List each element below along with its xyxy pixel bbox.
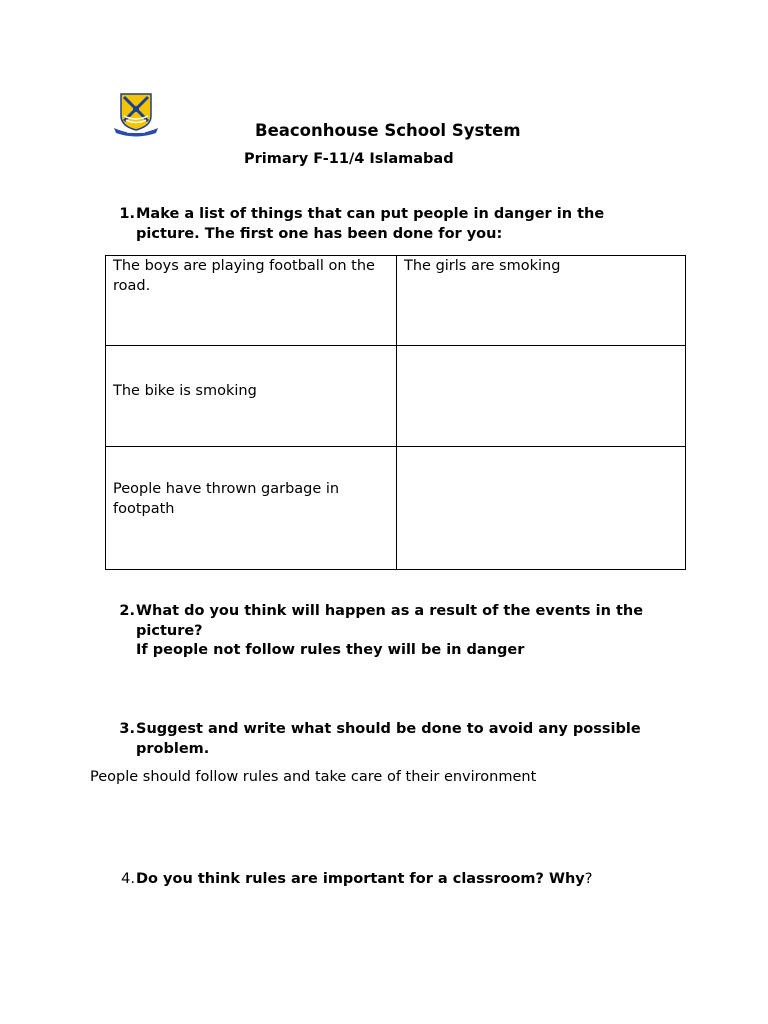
cell-text: footpath [113,501,175,517]
question-number: 3. [119,721,135,737]
question-mark: ? [584,871,593,887]
cell-text: The boys are playing football on the [113,258,375,274]
question-number: 4. [121,871,135,887]
cell-text: road. [113,278,151,294]
table-cell [106,256,397,346]
table-cell [397,256,686,346]
question-number: 2. [119,603,135,619]
question-text-line: picture? [136,622,203,639]
table-cell [397,447,686,570]
question-number: 1. [119,206,135,222]
table-row [106,256,686,346]
answer-text: If people not follow rules they will be in danger [136,642,525,658]
answer-text: People should follow rules and take care of their environment [90,769,537,785]
question-text-line: What do you think will happen as a result of the events in the [136,603,644,619]
school-crest-icon [112,92,160,138]
danger-table [105,255,686,570]
question-2 [113,602,713,661]
question-4 [113,870,713,890]
question-text-line: picture. The first one has been done for you: [136,225,503,242]
table-cell [397,346,686,447]
question-1 [113,205,693,244]
cell-text: People have thrown garbage in [113,481,340,497]
table-row [106,447,686,570]
table-row [106,346,686,447]
question-text-line: Make a list of things that can put people in danger in the [136,206,605,222]
table-cell [106,346,397,447]
table-cell [106,447,397,570]
question-3 [113,720,713,759]
cell-text: The bike is smoking [113,383,257,399]
question-text-line: problem. [136,740,210,757]
question-text: Do you think rules are important for a classroom? Why [136,871,585,887]
cell-text: The girls are smoking [404,258,561,274]
school-name: Beaconhouse School System [255,121,521,140]
question-text-line: Suggest and write what should be done to avoid any possible [136,721,641,737]
campus-name: Primary F-11/4 Islamabad [244,151,454,167]
